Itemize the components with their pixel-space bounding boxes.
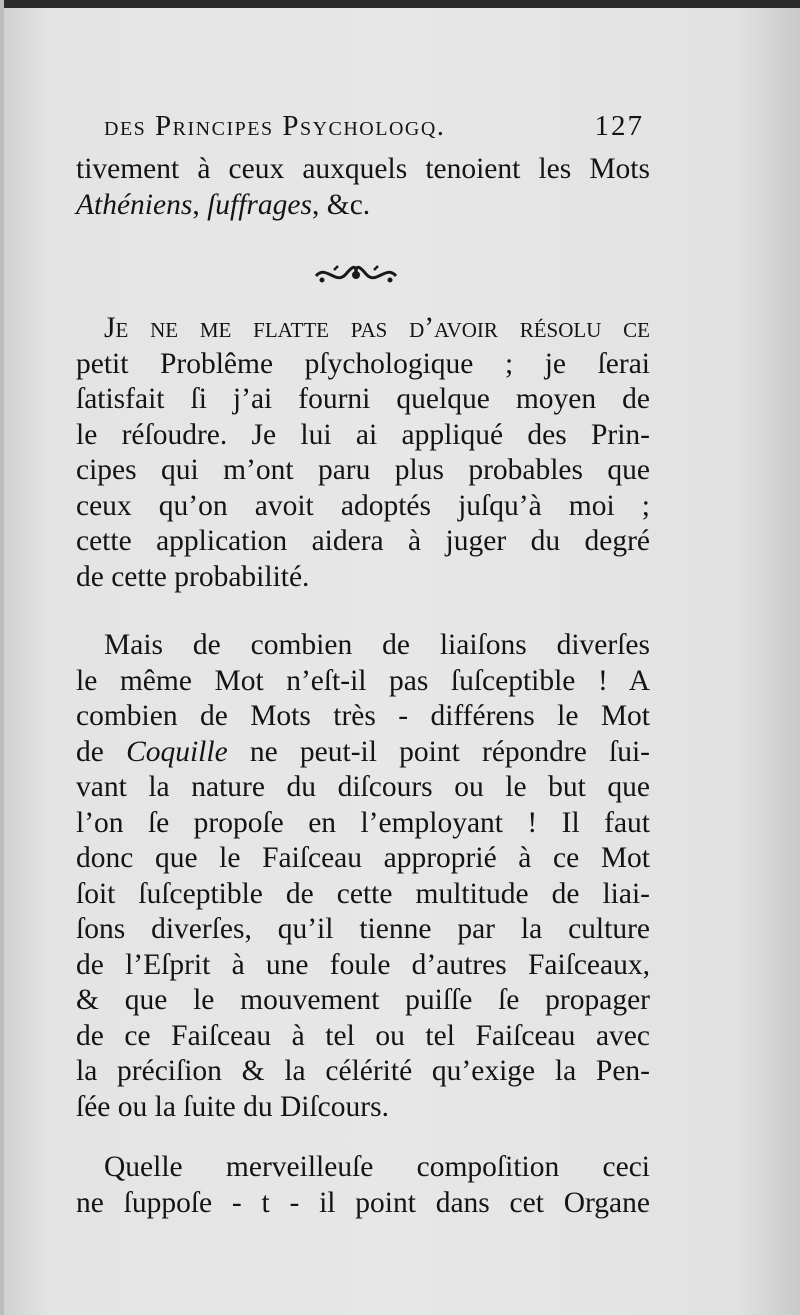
text-line: ſatisfait ſi j’ai fourni quelque moyen de — [76, 383, 650, 415]
page-left-edge — [0, 0, 4, 1315]
paragraph-1 — [76, 311, 650, 595]
text-line: de Coquille ne peut-il point répondre ſui- — [76, 735, 651, 768]
text-line: Je ne me flatte pas d’avoir réſolu ce — [104, 312, 650, 344]
running-title: des Principes Psychologq. — [104, 110, 446, 142]
text-line: la préciſion & la célérité qu’exige la Pen- — [76, 1055, 650, 1087]
text-line: Quelle merveilleuſe compoſition ceci — [104, 1151, 650, 1183]
text-line: petit Problême pſychologique ; je ſerai — [76, 347, 650, 380]
text-line: le réſoudre. Je lui ai appliqué des Prin- — [76, 418, 650, 451]
text-line: ſée ou la ſuite du Diſcours. — [76, 1090, 389, 1123]
text-line: ne ſuppoſe - t - il point dans cet Organe — [76, 1186, 650, 1219]
text-line: Athéniens, ſuffrages, &c. — [76, 188, 371, 221]
text-line: ſoit ſuſceptible de cette multitude de liai- — [76, 877, 650, 910]
text-line: combien de Mots très - différens le Mot — [76, 700, 650, 732]
text-line: de cette probabilité. — [76, 560, 310, 593]
running-header — [104, 110, 644, 143]
printers-ornament-icon — [312, 262, 400, 288]
dropcap: J — [104, 312, 116, 344]
paragraph-2 — [76, 628, 650, 1125]
paragraph-3 — [76, 1150, 650, 1221]
text-line: & que le mouvement puiſſe ſe propager — [76, 984, 650, 1016]
text-line: Mais de combien de liaiſons diverſes — [104, 629, 650, 661]
text-line: cipes qui m’ont paru plus probables que — [76, 454, 650, 486]
text-line: le même Mot n’eſt-il pas ſuſceptible ! A — [76, 664, 650, 697]
text-line: vant la nature du diſcours ou le but que — [76, 771, 650, 803]
text-line: l’on ſe propoſe en l’employant ! Il faut — [76, 806, 650, 839]
text-line: de ce Faiſceau à tel ou tel Faiſceau avec — [76, 1019, 650, 1052]
text-line: ſons diverſes, qu’il tienne par la culture — [76, 913, 650, 945]
text-line: de l’Eſprit à une foule d’autres Faiſceaux, — [76, 948, 650, 981]
page-number: 127 — [594, 110, 644, 142]
page-top-edge — [0, 0, 800, 8]
text-line: tivement à ceux auxquels tenoient les Mots — [76, 153, 650, 185]
carryover-text — [76, 152, 650, 223]
text-line: cette application aidera à juger du degré — [76, 525, 650, 557]
text-line: donc que le Faiſceau approprié à ce Mot — [76, 842, 650, 874]
text-line: ceux qu’on avoit adoptés juſqu’à moi ; — [76, 489, 650, 522]
